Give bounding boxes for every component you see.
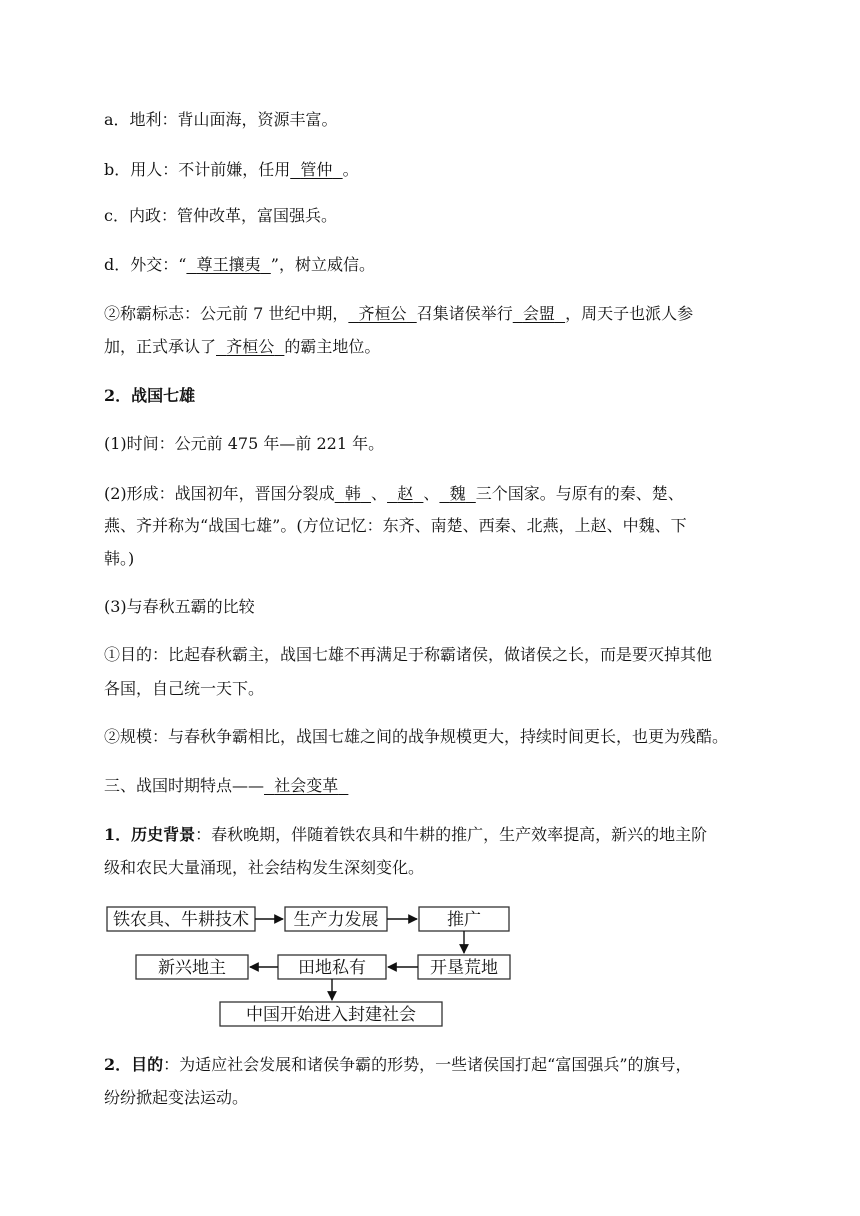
text-line: [104, 160, 359, 180]
text-segment: d．外交：“: [104, 255, 187, 274]
paragraph-label: 2．目的: [104, 1055, 164, 1074]
flow-label-tech: 铁农具、牛耕技术: [113, 910, 249, 930]
text-line: [104, 825, 707, 845]
section-heading: 2．战国七雄: [104, 386, 196, 405]
text-segment: 加，正式承认了: [104, 337, 217, 356]
text-segment: 的霸主地位。: [284, 337, 381, 356]
flow-label-newland: 新兴地主: [158, 958, 226, 978]
text-segment: 召集诸侯举行: [416, 304, 513, 323]
section-heading: [104, 776, 348, 796]
text-segment: 、: [371, 484, 388, 503]
text-line: [104, 255, 375, 275]
blank-answer: 会盟: [522, 304, 555, 323]
blank-answer: 尊王攘夷: [196, 255, 261, 274]
blank-answer: 魏: [449, 484, 466, 503]
text-segment: 三、战国时期特点——: [104, 776, 265, 795]
text-line: c．内政：管仲改革，富国强兵。: [104, 206, 337, 225]
text-segment: ②称霸标志：公元前 7 世纪中期，: [104, 304, 349, 323]
text-line: [104, 337, 380, 357]
text-line: 级和农民大量涌现，社会结构发生深刻变化。: [104, 858, 425, 877]
text-line: ②规模：与春秋争霸相比，战国七雄之间的战争规模更大，持续时间更长，也更为残酷。: [104, 727, 729, 746]
text-segment: (2)形成：战国初年，晋国分裂成: [104, 484, 335, 503]
text-segment: ”，树立威信。: [270, 255, 375, 274]
flow-label-feudal: 中国开始进入封建社会: [246, 1005, 416, 1025]
blank-answer: 赵: [397, 484, 414, 503]
flow-label-private: 田地私有: [298, 958, 366, 978]
text-segment: 三个国家。与原有的秦、楚、: [475, 484, 684, 503]
text-line: (1)时间：公元前 475 年—前 221 年。: [104, 434, 385, 453]
text-line: [104, 1055, 692, 1075]
flow-label-reclaim: 开垦荒地: [430, 958, 498, 978]
text-line: [104, 304, 693, 324]
text-line: [104, 484, 684, 504]
blank-answer: 齐桓公: [226, 337, 275, 356]
text-segment: ：为适应社会发展和诸侯争霸的形势，一些诸侯国打起“富国强兵”的旗号，: [163, 1055, 692, 1074]
text-line: 各国，自己统一天下。: [104, 679, 265, 698]
text-segment: 。: [342, 160, 359, 179]
text-line: ①目的：比起春秋霸主，战国七雄不再满足于称霸诸侯，做诸侯之长，而是要灭掉其他: [104, 645, 713, 664]
blank-answer: 韩: [344, 484, 361, 503]
text-line: 燕、齐并称为“战国七雄”。(方位记忆：东齐、南楚、西秦、北燕，上赵、中魏、下: [104, 516, 687, 535]
paragraph-label: 1．历史背景: [104, 825, 196, 844]
text-segment: ，周天子也派人参: [565, 304, 694, 323]
text-segment: 、: [423, 484, 440, 503]
text-line: a．地利：背山面海，资源丰富。: [104, 110, 338, 129]
blank-answer: 管仲: [300, 160, 333, 179]
blank-answer: 社会变革: [274, 776, 339, 795]
flow-diagram: [100, 900, 520, 1030]
blank-answer: 齐桓公: [358, 304, 407, 323]
text-line: 纷纷掀起变法运动。: [104, 1088, 249, 1107]
text-segment: b．用人：不计前嫌，任用: [104, 160, 291, 179]
flow-label-spread: 推广: [447, 910, 481, 930]
text-segment: ：春秋晚期，伴随着铁农具和牛耕的推广，生产效率提高，新兴的地主阶: [195, 825, 708, 844]
text-line: 韩。): [104, 549, 135, 568]
flow-label-prod: 生产力发展: [293, 910, 379, 930]
text-line: (3)与春秋五霸的比较: [104, 597, 255, 616]
